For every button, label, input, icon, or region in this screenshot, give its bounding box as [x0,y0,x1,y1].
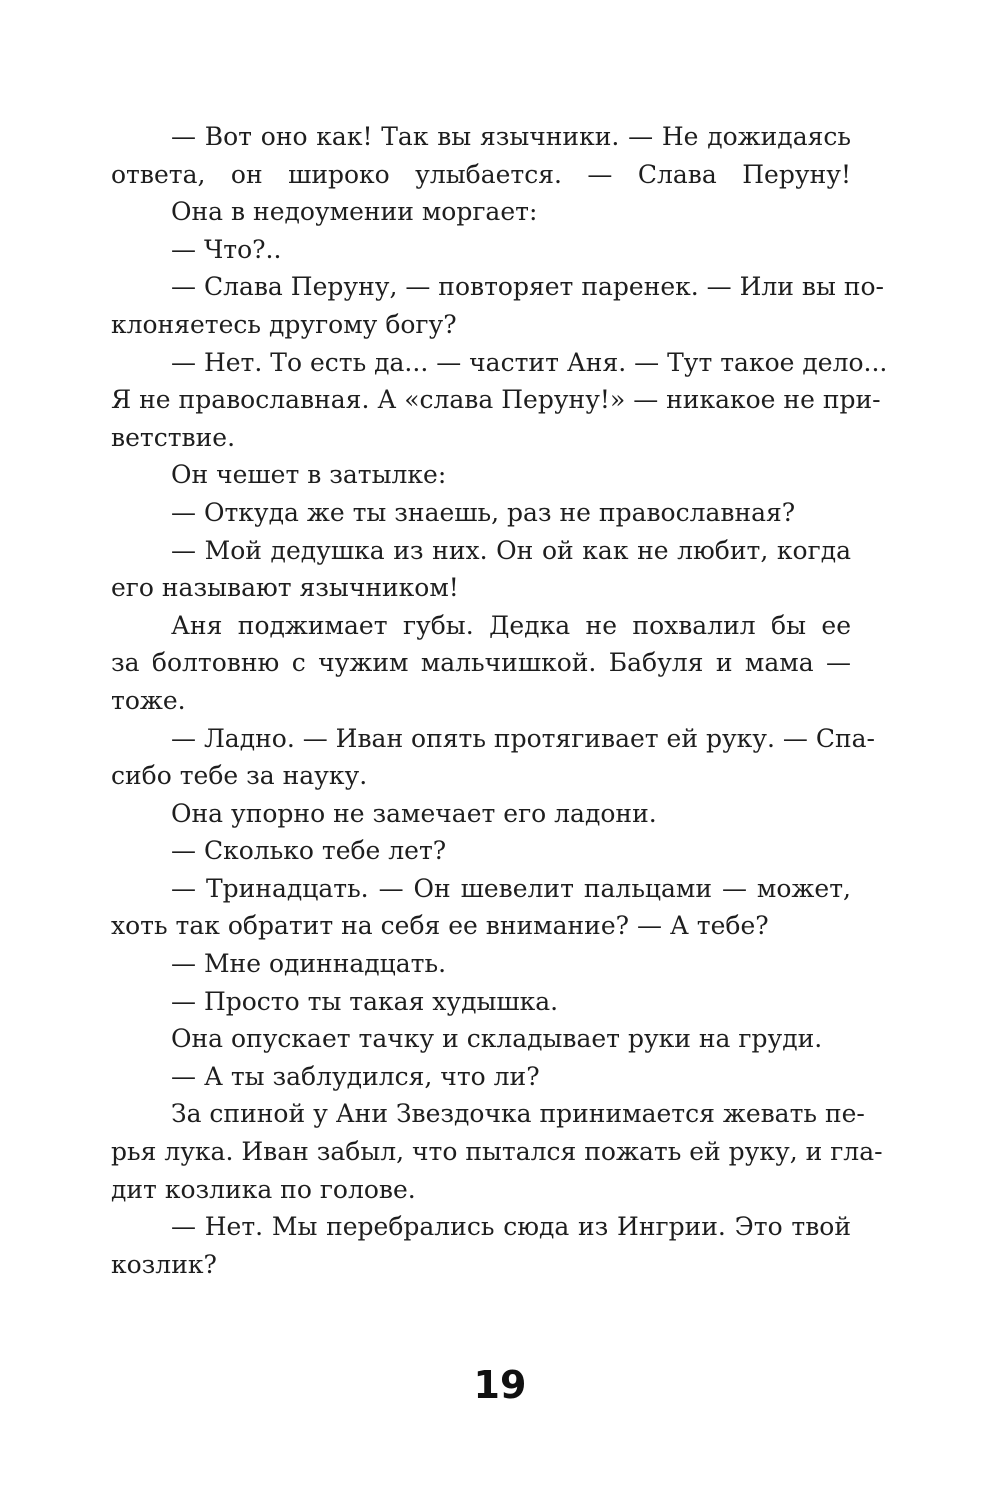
text-line: — Нет. Мы перебрались сюда из Ингрии. Это твой [171,1212,851,1242]
text-line: козлик? [111,1249,217,1279]
text-line: Она в недоумении моргает: [171,197,538,227]
text-line: — Что?.. [171,234,282,264]
text-line: — Просто ты такая худышка. [171,986,559,1016]
text-line: Она опускает тачку и складывает руки на груди. [171,1024,823,1054]
text-line: клоняетесь другому богу? [111,309,457,339]
text-line: — Сколько тебе лет? [171,836,447,866]
text-line: — Нет. То есть да... — частит Аня. — Тут такое дело... [171,347,888,377]
body-text [111,118,888,1283]
text-line: его называют язычником! [111,573,459,603]
text-line: Я не православная. А «слава Перуну!» — никакое не при- [111,385,881,415]
text-line: ответа, он широко улыбается. — Слава Перуну! [111,159,851,189]
text-line: за болтовню с чужим мальчишкой. Бабуля и мама — [111,648,851,678]
text-line: — Мой дедушка из них. Он ой как не любит, когда [171,535,851,565]
text-line: рья лука. Иван забыл, что пытался пожать ей руку, и гла- [111,1137,883,1167]
text-line: Он чешет в затылке: [171,460,447,490]
page-number: 19 [473,1363,527,1407]
text-line: сибо тебе за науку. [111,761,368,791]
text-line: — Тринадцать. — Он шевелит пальцами — может, [171,873,851,903]
text-line: Она упорно не замечает его ладони. [171,798,657,828]
text-line: — Ладно. — Иван опять протягивает ей руку. — Спа- [171,723,875,753]
text-line: За спиной у Ани Звездочка принимается жевать пе- [171,1099,865,1129]
text-line: дит козлика по голове. [111,1174,416,1204]
text-line: — А ты заблудился, что ли? [171,1061,540,1091]
text-line: Аня поджимает губы. Дедка не похвалил бы ее [171,610,851,640]
text-line: хоть так обратит на себя ее внимание? — А тебе? [111,911,769,941]
text-line: — Откуда же ты знаешь, раз не православная? [171,497,796,527]
text-line: тоже. [111,685,186,715]
text-line: — Вот оно как! Так вы язычники. — Не дожидаясь [171,122,851,151]
text-line: ветствие. [111,422,236,452]
text-line: — Мне одиннадцать. [171,949,447,979]
text-line: — Слава Перуну, — повторяет паренек. — Или вы по- [171,272,884,302]
